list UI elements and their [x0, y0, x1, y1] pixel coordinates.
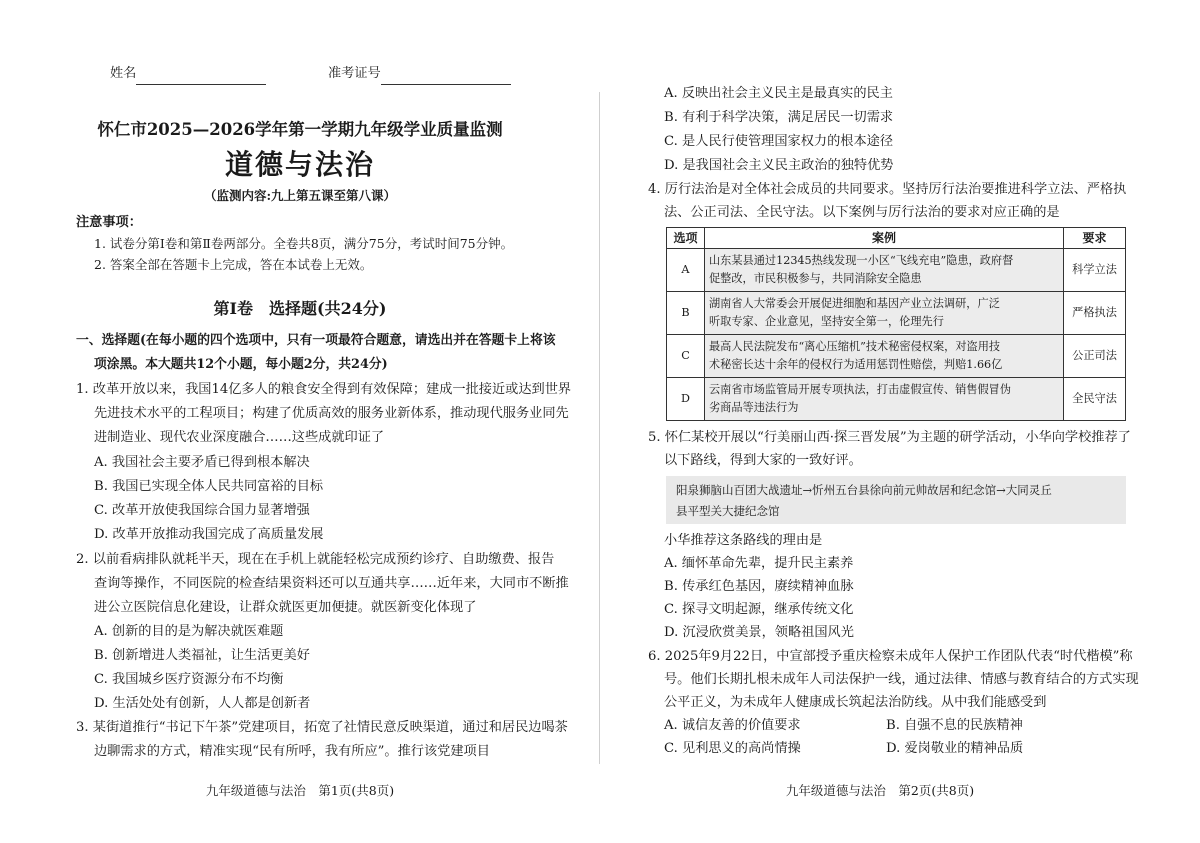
table-row [667, 378, 1126, 421]
option-d: D. 爱岗敬业的精神品质 [886, 741, 1024, 756]
option-b: B. 创新增进人类福祉，让生活更美好 [94, 648, 310, 663]
note-item: 1. 试卷分第Ⅰ卷和第Ⅱ卷两部分。全卷共8页，满分75分，考试时间75分钟。 [94, 236, 514, 251]
option-a: A. 我国社会主要矛盾已得到根本解决 [94, 455, 310, 470]
page-footer: 九年级道德与法治 第1页(共8页) [205, 783, 395, 798]
exam-page-2 [600, 0, 1200, 843]
option-c: C. 是人民行使管理国家权力的根本途径 [664, 134, 894, 149]
cases-table [666, 227, 1126, 421]
row-case [704, 292, 1063, 335]
question-stem: 查询等操作，不同医院的检查结果资料还可以互通共享……近年来，大同市不断推 [94, 576, 569, 591]
question-stem: 5. 怀仁某校开展以“行美丽山西·探三晋发展”为主题的研学活动，小华向学校推荐了 [648, 430, 1131, 445]
option-b: B. 自强不息的民族精神 [886, 718, 1023, 733]
notes-heading: 注意事项： [76, 215, 142, 230]
case-line: 最高人民法院发布“离心压缩机”技术秘密侵权案，对盗用技 [708, 340, 1001, 353]
row-option: A [667, 249, 705, 292]
question-stem: 2. 以前看病排队就耗半天，现在在手机上就能轻松完成预约诊疗、自助缴费、报告 [76, 552, 555, 567]
row-case [704, 378, 1063, 421]
case-line: 云南省市场监管局开展专项执法，打击虚假宣传、销售假冒伪 [708, 383, 1012, 396]
option-d: D. 改革开放推动我国完成了高质量发展 [94, 527, 324, 542]
row-option: C [667, 335, 705, 378]
case-line: 术秘密长达十余年的侵权行为适用惩罚性赔偿，判赔1.66亿 [708, 358, 1003, 371]
table-header: 选项 [667, 228, 705, 249]
section-title: 第Ⅰ卷 选择题(共24分) [213, 299, 387, 318]
question-stem: 进制造业、现代农业深度融合……这些成就印证了 [94, 430, 385, 445]
question-stem: 先进技术水平的工程项目；构建了优质高效的服务业新体系，推动现代服务业同先 [94, 406, 569, 421]
exam-number-blank [381, 70, 511, 85]
note-item: 2. 答案全部在答题卡上完成，答在本试卷上无效。 [94, 257, 373, 272]
exam-scope: （监测内容:九上第五课至第八课） [203, 188, 397, 203]
case-line: 山东某县通过12345热线发现一小区“飞线充电”隐患，政府督 [708, 254, 1014, 267]
question-stem: 6. 2025年9月22日，中宣部授予重庆检察未成年人保护工作团队代表“时代楷模”称 [648, 649, 1133, 664]
route-line: 县平型关大捷纪念馆 [676, 504, 780, 518]
question-stem: 1. 改革开放以来，我国14亿多人的粮食安全得到有效保障；建成一批接近或达到世界 [76, 382, 572, 397]
table-row [667, 335, 1126, 378]
case-line: 湖南省人大常委会开展促进细胞和基因产业立法调研，广泛 [708, 297, 1000, 310]
row-case [704, 249, 1063, 292]
row-case [704, 335, 1063, 378]
row-requirement: 全民守法 [1064, 378, 1126, 421]
row-requirement: 严格执法 [1064, 292, 1126, 335]
option-a: A. 诚信友善的价值要求 [664, 718, 801, 733]
option-c: C. 见利思义的高尚情操 [664, 741, 801, 756]
option-d: D. 生活处处有创新，人人都是创新者 [94, 696, 311, 711]
name-blank [136, 70, 266, 85]
exam-number-label: 准考证号 [328, 66, 381, 81]
route-line: 阳泉狮脑山百团大战遗址→忻州五台县徐向前元帅故居和纪念馆→大同灵丘 [676, 483, 1052, 497]
option-a: A. 缅怀革命先辈，提升民主素养 [664, 556, 854, 571]
table-header: 案例 [704, 228, 1063, 249]
option-b: B. 我国已实现全体人民共同富裕的目标 [94, 479, 324, 494]
question-stem: 3. 某街道推行“书记下午茶”党建项目，拓宽了社情民意反映渠道，通过和居民边喝茶 [76, 720, 568, 735]
case-line: 促整改，市民积极参与，共同消除安全隐患 [708, 272, 922, 285]
route-box [666, 476, 1126, 524]
subject-title: 道德与法治 [224, 148, 375, 181]
question-stem: 公平正义，为未成年人健康成长筑起法治防线。从中我们能感受到 [664, 695, 1047, 710]
question-stem: 进公立医院信息化建设，让群众就医更加便捷。就医新变化体现了 [94, 600, 477, 615]
question-stem: 4. 厉行法治是对全体社会成员的共同要求。坚持厉行法治要推进科学立法、严格执 [648, 182, 1127, 197]
option-d: D. 沉浸欣赏美景，领略祖国风光 [664, 625, 854, 640]
table-header-row [667, 228, 1126, 249]
option-c: C. 我国城乡医疗资源分布不均衡 [94, 672, 284, 687]
section-instruction: 一、选择题(在每小题的四个选项中，只有一项最符合题意，请选出并在答题卡上将该 [76, 333, 556, 348]
question-prompt: 小华推荐这条路线的理由是 [664, 533, 823, 548]
option-c: C. 改革开放使我国综合国力显著增强 [94, 503, 310, 518]
option-c: C. 探寻文明起源，继承传统文化 [664, 602, 854, 617]
question-stem: 号。他们长期扎根未成年人司法保护一线，通过法律、情感与教育结合的方式实现 [664, 672, 1139, 687]
table-header: 要求 [1064, 228, 1126, 249]
case-line: 劣商品等违法行为 [708, 401, 799, 414]
question-stem: 以下路线，得到大家的一致好评。 [664, 453, 862, 468]
row-option: D [667, 378, 705, 421]
question-stem: 法、公正司法、全民守法。以下案例与厉行法治的要求对应正确的是 [664, 205, 1060, 220]
question-stem: 边聊需求的方式，精准实现“民有所呼，我有所应”。推行该党建项目 [94, 744, 490, 759]
table-row [667, 249, 1126, 292]
option-b: B. 有利于科学决策，满足居民一切需求 [664, 110, 894, 125]
exam-title: 怀仁市2025—2026学年第一学期九年级学业质量监测 [97, 120, 503, 139]
option-a: A. 反映出社会主义民主是最真实的民主 [664, 86, 893, 101]
table-row [667, 292, 1126, 335]
name-label: 姓名 [110, 66, 137, 81]
name-field [110, 63, 266, 85]
row-option: B [667, 292, 705, 335]
option-b: B. 传承红色基因，赓续精神血脉 [664, 579, 854, 594]
section-instruction: 项涂黑。本大题共12个小题，每小题2分，共24分) [94, 357, 388, 372]
option-a: A. 创新的目的是为解决就医难题 [94, 624, 284, 639]
page-footer: 九年级道德与法治 第2页(共8页) [785, 783, 975, 798]
row-requirement: 公正司法 [1064, 335, 1126, 378]
row-requirement: 科学立法 [1064, 249, 1126, 292]
exam-number-field [328, 63, 511, 85]
option-d: D. 是我国社会主义民主政治的独特优势 [664, 158, 894, 173]
case-line: 听取专家、企业意见，坚持安全第一，伦理先行 [708, 315, 944, 328]
